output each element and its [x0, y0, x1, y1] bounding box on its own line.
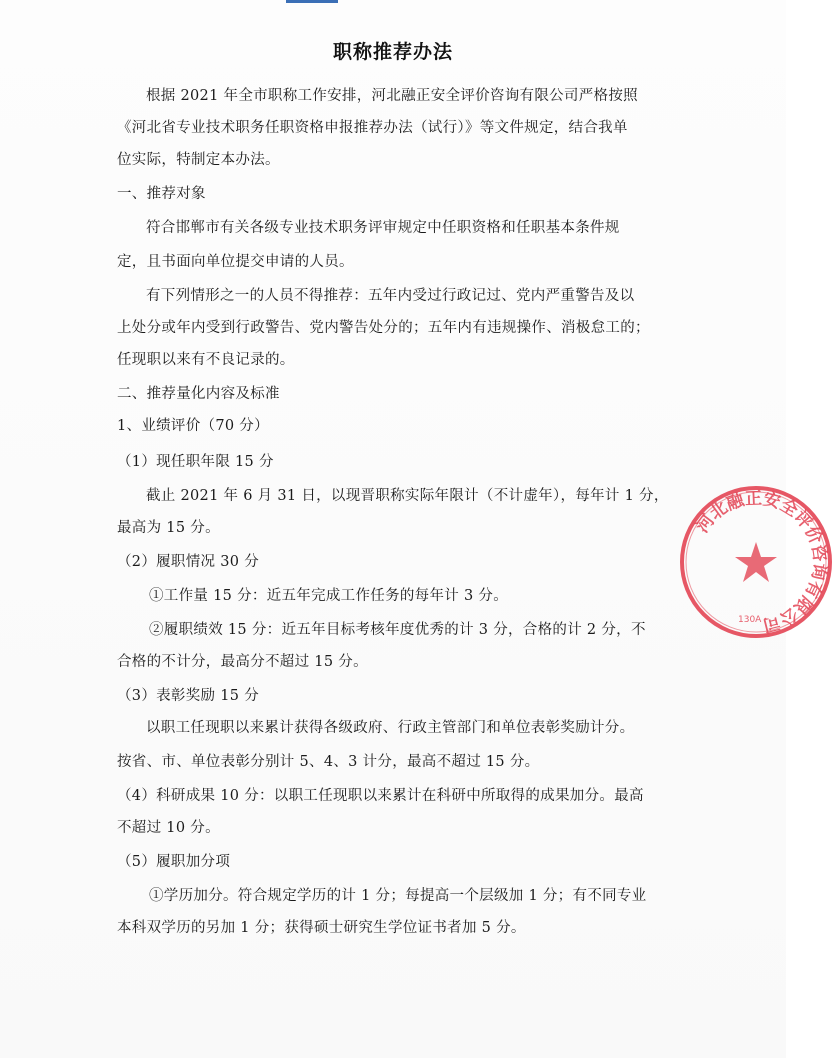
paragraph-line: 《河北省专业技术职务任职资格申报推荐办法（试行）》等文件规定，结合我单: [117, 120, 628, 136]
item-heading: （5）履职加分项: [117, 854, 231, 870]
paragraph-line: 符合邯郸市有关各级专业技术职务评审规定中任职资格和任职基本条件规: [146, 220, 620, 236]
item-heading: （1）现任职年限 15 分: [117, 454, 274, 470]
paragraph-line: 位实际，特制定本办法。: [117, 152, 280, 168]
seal-star-icon: [735, 542, 777, 582]
paragraph-line: 以职工任现职以来累计获得各级政府、行政主管部门和单位表彰奖励计分。: [146, 720, 635, 736]
paragraph-line: 按省、市、单位表彰分别计 5、4、3 计分，最高不超过 15 分。: [117, 754, 540, 770]
top-edge-mark: [286, 0, 338, 3]
item-heading: （4）科研成果 10 分：以职工任现职以来累计在科研中所取得的成果加分。最高: [117, 788, 644, 804]
paragraph-line: 本科双学历的另加 1 分；获得硕士研究生学位证书者加 5 分。: [117, 920, 526, 936]
paragraph-line: 有下列情形之一的人员不得推荐：五年内受过行政记过、党内严重警告及以: [146, 288, 635, 304]
paragraph-line: 定，且书面向单位提交申请的人员。: [117, 254, 354, 270]
paragraph-line: 合格的不计分，最高分不超过 15 分。: [117, 654, 368, 670]
subsection-heading: 1、业绩评价（70 分）: [117, 418, 269, 434]
paragraph-line: 上处分或年内受到行政警告、党内警告处分的；五年内有违规操作、消极怠工的；: [117, 320, 650, 336]
item-heading: （2）履职情况 30 分: [117, 554, 259, 570]
document-title: 职称推荐办法: [332, 41, 453, 63]
section-heading: 二、推荐量化内容及标准: [117, 386, 280, 402]
paragraph-line: ①工作量 15 分：近五年完成工作任务的每年计 3 分。: [149, 588, 509, 604]
paragraph-line: 截止 2021 年 6 月 31 日，以现晋职称实际年限计（不计虚年），每年计 1 分，: [146, 488, 669, 504]
paragraph-line: 任现职以来有不良记录的。: [117, 352, 295, 368]
seal-text: 河北融正安全评价咨询有限公司: [692, 488, 830, 635]
item-heading: （3）表彰奖励 15 分: [117, 688, 259, 704]
seal-graphic: [676, 482, 836, 642]
paragraph-line: ①学历加分。符合规定学历的计 1 分；每提高一个层级加 1 分；有不同专业: [149, 888, 647, 904]
paragraph-line: 最高为 15 分。: [117, 520, 220, 536]
seal-code: 130A: [738, 615, 762, 625]
svg-text:河北融正安全评价咨询有限公司: [693, 488, 831, 635]
company-seal: [676, 482, 836, 642]
paragraph-line: 不超过 10 分。: [117, 820, 220, 836]
paragraph-line: 根据 2021 年全市职称工作安排，河北融正安全评价咨询有限公司严格按照: [146, 88, 638, 104]
section-heading: 一、推荐对象: [117, 186, 206, 202]
paragraph-line: ②履职绩效 15 分：近五年目标考核年度优秀的计 3 分，合格的计 2 分，不: [149, 622, 646, 638]
